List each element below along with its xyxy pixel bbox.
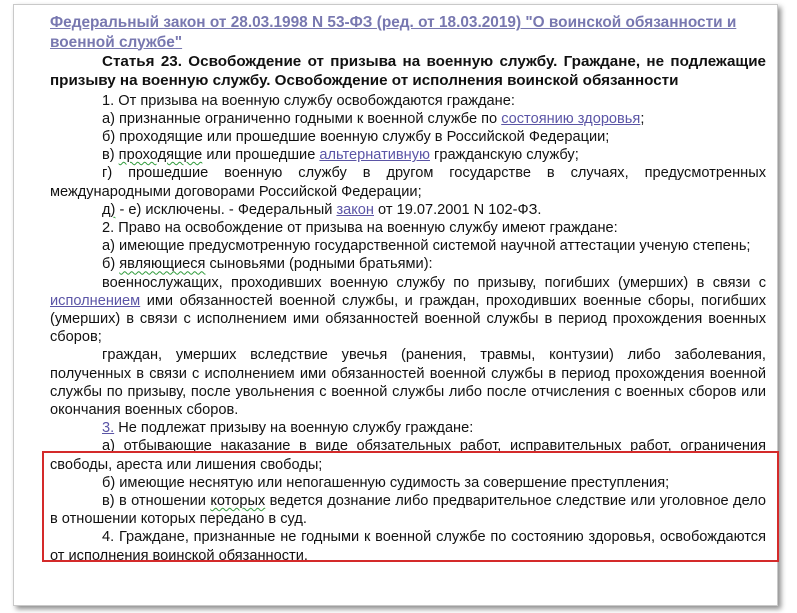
document-page [13,4,778,606]
paragraph-1v [50,146,766,164]
spellcheck-word: д) [102,201,116,218]
paragraph-1: 1. От призыва на военную службу освобождаются граждане: [102,92,515,109]
execution-duties-link[interactable]: исполнением [50,292,141,309]
text: от 19.07.2001 N 102-ФЗ. [374,201,542,218]
spellcheck-word: проходящие [118,147,203,164]
text: - е) исключены. - Федеральный [115,201,337,218]
paragraph-1g: г) прошедшие военную службу в другом государстве в случаях, предусмотренных международными договорами Российской Федерации; [50,165,766,200]
paragraph-2b-2: граждан, умерших вследствие увечья (ранения, травмы, контузии) либо заболевания, полученных в связи с исполнением ими обязанностей военной службы в период прохождения военной службы по призыву, после увольнения с военной службы либо после отчисления с военных сборов или окончания военных сборов. [50,347,766,419]
alternative-service-link[interactable]: альтернативную [319,147,430,164]
document-body [50,13,766,565]
spellcheck-word: которых [210,493,266,510]
paragraph-2b-1 [50,274,766,347]
text: в) [102,147,119,164]
text: военнослужащих, проходивших военную службу по призыву, погибших (умерших) в связи с [102,274,766,291]
federal-law-link[interactable]: закон [336,201,374,218]
paragraph-2a: а) имеющие предусмотренную государственной системой научной аттестации ученую степень; [102,238,751,255]
paragraph-3b: б) имеющие неснятую или непогашенную судимость за совершение преступления; [102,474,670,491]
law-title-link[interactable]: Федеральный закон от 28.03.1998 N 53-ФЗ (ред. от 18.03.2019) "О воинской обязанности и военной службе" [50,14,737,51]
text: гражданскую службу; [429,147,579,164]
text: ими обязанностей военной службы, и граждан, проходивших военные сборы, погибших (умерших) в связи с исполнением ими обязанностей военной службы в период прохождения военных сборов; [50,292,766,346]
text: а) признанные ограниченно годными к военной службе по [102,110,502,127]
text: сыновьями (родными братьями): [205,256,433,273]
paragraph-2: 2. Право на освобождение от призыва на военную службу имеют граждане: [102,220,618,237]
spellcheck-word: являющиеся [119,256,206,273]
paragraph-3v [50,492,766,528]
text: ; [640,110,645,127]
text: Не подлежат призыву на военную службу граждане: [114,420,474,437]
article-heading: Статья 23. Освобождение от призыва на военную службу. Граждане, не подлежащие призыву на военную службу. Освобождение от исполнения воинской обязанности [50,53,766,89]
text: или прошедшие [202,147,320,164]
clause-3-link[interactable]: 3. [102,420,115,437]
paragraph-1b: б) проходящие или прошедшие военную службу в Российской Федерации; [102,129,610,145]
text: в) в отношении [102,493,211,510]
paragraph-1a [50,110,766,128]
text: ведется дознание либо предварительное следствие или уголовное дело в отношении которых передано в суд. [50,493,766,528]
text: б) [102,256,120,273]
paragraph-3a: а) отбывающие наказание в виде обязательных работ, исправительных работ, ограничения свободы, ареста или лишения свободы; [50,438,766,473]
health-status-link[interactable]: состоянию здоровья [501,110,641,127]
paragraph-4: 4. Граждане, признанные не годными к военной службе по состоянию здоровья, освобождаются от исполнения воинской обязанности. [50,529,766,564]
paragraph-3 [50,419,766,437]
paragraph-2b [50,255,766,273]
paragraph-1d [50,201,766,219]
